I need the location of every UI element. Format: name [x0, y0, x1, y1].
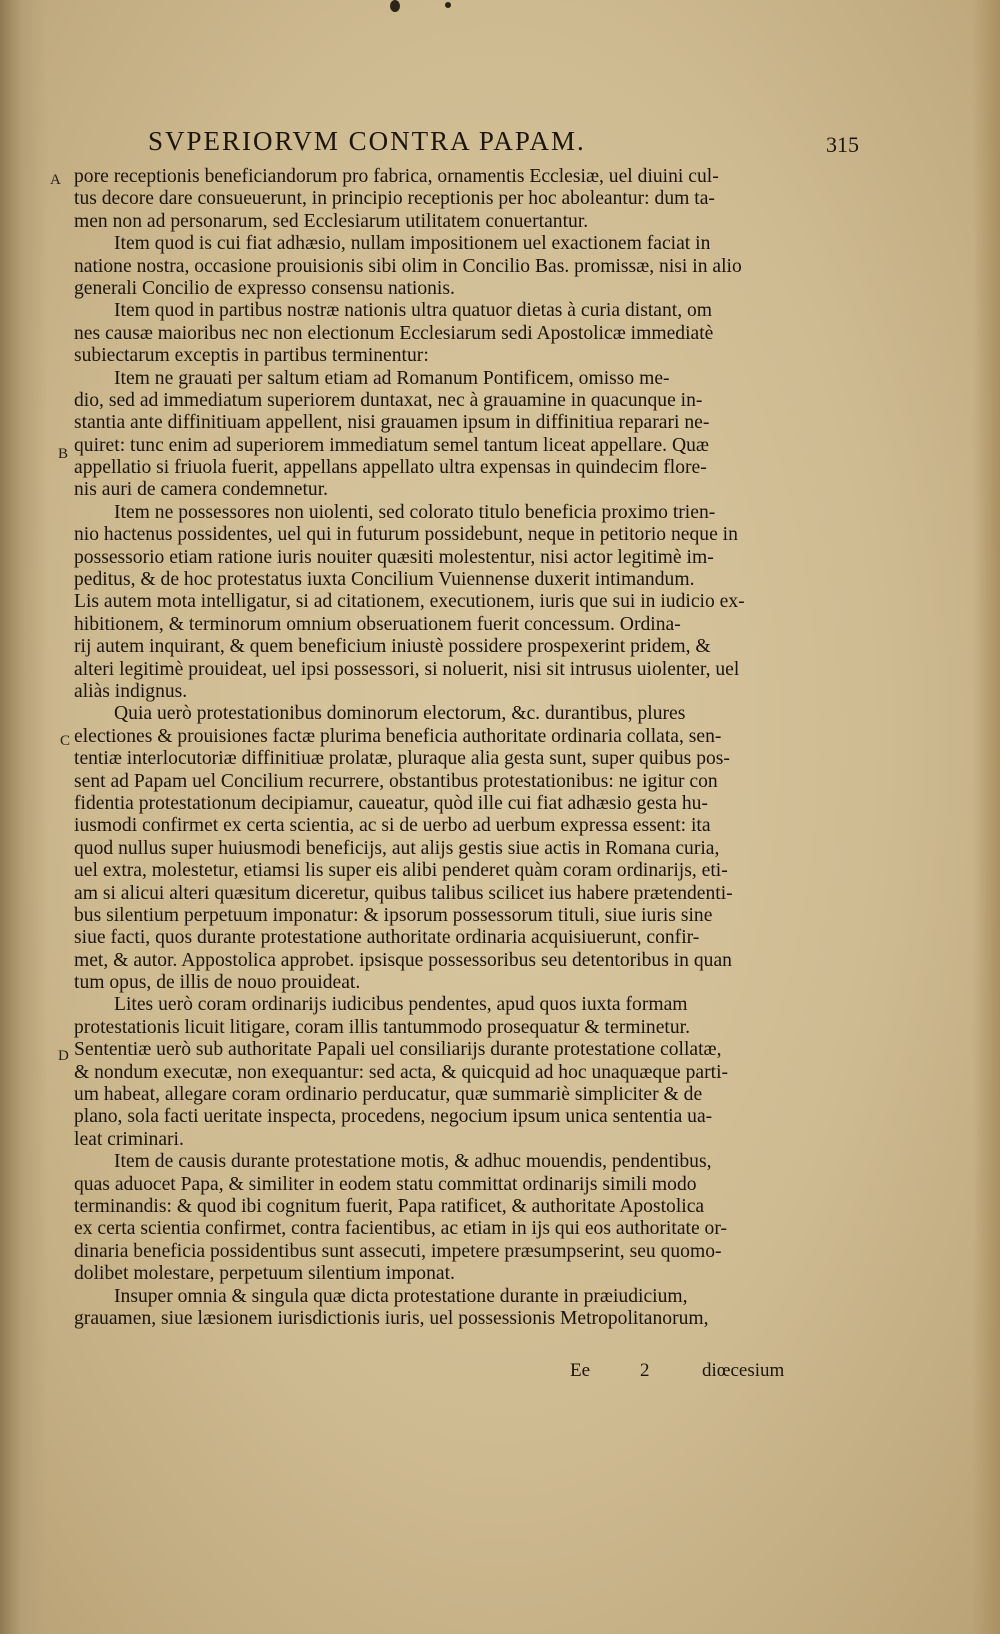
text-line: quiret: tunc enim ad superiorem immediatum semel tantum liceat appellare. Quæ: [74, 434, 709, 456]
text-line: met, & autor. Appostolica approbet. ipsisque possessoribus seu detentoribus in quan: [74, 949, 732, 971]
page-gutter: [0, 0, 48, 1634]
text-line: alteri legitimè prouideat, uel ipsi possessori, si noluerit, nisi sit intrusus uiolenter, uel: [74, 658, 740, 680]
text-line: sent ad Papam uel Concilium recurrere, obstantibus protestationibus: ne igitur con: [74, 770, 718, 792]
text-line: Item quod is cui fiat adhæsio, nullam impositionem uel exactionem faciat in: [114, 233, 711, 255]
text-line: men non ad personarum, sed Ecclesiarum utilitatem conuertantur.: [74, 210, 589, 232]
signature-mark: Ee: [570, 1360, 591, 1381]
text-line: hibitionem, & terminorum omnium obseruationem fuerit concessum. Ordina-: [74, 613, 681, 635]
text-line: ex certa scientia confirmet, contra facientibus, ac etiam in ijs qui eos authoritate or-: [74, 1218, 728, 1240]
page-edge: [972, 0, 1000, 1634]
text-line: um habeat, allegare coram ordinario perducatur, quæ summariè simpliciter & de: [74, 1084, 703, 1106]
text-line: dinaria beneficia possidentibus sunt assecuti, impetere præsumpserint, seu quomo-: [74, 1240, 722, 1262]
text-line: aliàs indignus.: [74, 680, 188, 702]
text-line: Item quod in partibus nostræ nationis ultra quatuor dietas à curia distant, om: [114, 300, 713, 322]
text-line: Quia uerò protestationibus dominorum electorum, &c. durantibus, plures: [114, 703, 686, 725]
text-line: am si alicui alteri quæsitum diceretur, quibus talibus scilicet ius habere prætendenti-: [74, 882, 733, 904]
margin-letter-d: D: [58, 1048, 69, 1064]
text-line: Lis autem mota intelligatur, si ad citationem, executionem, iuris que sui in iudicio ex-: [74, 591, 745, 613]
text-line: dolibet molestare, perpetuum silentium imponat.: [74, 1263, 455, 1285]
text-line: appellatio si friuola fuerit, appellans appellato ultra expensas in quindecim flore-: [74, 457, 707, 479]
text-line: terminandis: & quod ibi cognitum fuerit, Papa ratificet, & authoritate Apostolica: [74, 1195, 705, 1217]
text-line: siue facti, quos durante protestatione authoritate ordinaria acquisiuerunt, confir-: [74, 927, 700, 949]
text-line: protestationis licuit litigare, coram illis tantummodo prosequatur & terminetur.: [74, 1016, 690, 1038]
text-line: tus decore dare consueuerunt, in principio receptionis per hoc aboleantur: dum ta-: [74, 188, 715, 210]
text-line: Item ne grauati per saltum etiam ad Romanum Pontificem, omisso me-: [114, 367, 670, 389]
text-line: grauamen, siue læsionem iurisdictionis iuris, uel possessionis Metropolitanorum,: [74, 1307, 709, 1329]
text-line: Item de causis durante protestatione motis, & adhuc mouendis, pendentibus,: [114, 1151, 712, 1173]
text-line: fidentia protestationum decipiamur, caueatur, quòd ille cui fiat adhæsio gesta hu-: [74, 792, 708, 814]
text-line: peditus, & de hoc protestatus iuxta Concilium Vuiennense duxerit intimandum.: [74, 569, 695, 591]
running-head: SVPERIORVM CONTRA PAPAM.: [148, 126, 586, 156]
text-line: Lites uerò coram ordinarijs iudicibus pendentes, apud quos iuxta formam: [114, 994, 688, 1016]
text-line: Item ne possessores non uiolenti, sed colorato titulo beneficia proximo trien-: [114, 501, 716, 523]
ink-blot: [445, 2, 451, 8]
margin-letter-a: A: [50, 172, 61, 188]
text-line: natione nostra, occasione prouisionis sibi olim in Concilio Bas. promissæ, nisi in alio: [74, 255, 742, 277]
text-line: pore receptionis beneficiandorum pro fabrica, ornamentis Ecclesiæ, uel diuini cul-: [74, 166, 719, 187]
text-line: bus silentium perpetuum imponatur: & ipsorum possessorum tituli, siue iuris sine: [74, 904, 713, 926]
text-line: leat criminari.: [74, 1128, 184, 1150]
page-number: 315: [826, 132, 859, 157]
text-line: quas aduocet Papa, & similiter in eodem statu committat ordinarijs simili modo: [74, 1173, 697, 1195]
text-line: Insuper omnia & singula quæ dicta protestatione durante in præiudicium,: [114, 1285, 688, 1307]
signature-number: 2: [640, 1360, 650, 1381]
catchword: diœcesium: [702, 1360, 785, 1381]
text-line: generali Concilio de expresso consensu nationis.: [74, 277, 455, 299]
text-line: uel extra, molestetur, etiamsi lis super eis alibi penderet quàm coram ordinarijs, eti-: [74, 860, 728, 882]
text-line: iusmodi confirmet ex certa scientia, ac si de uerbo ad uerbum expressa essent: ita: [74, 815, 711, 837]
text-line: tentiæ interlocutoriæ diffinitiuæ prolatæ, pluraque alia gesta sunt, super quibus pos-: [74, 748, 730, 770]
text-line: quod nullus super huiusmodi beneficijs, aut alijs gestis siue actis in Romana curia,: [74, 837, 720, 859]
text-line: possessorio etiam ratione iuris nouiter quæsiti molestentur, nisi actor legitimè im-: [74, 546, 714, 568]
text-line: tum opus, de illis de nouo prouideat.: [74, 972, 361, 994]
text-line: nio hactenus possidentes, uel qui in futurum possidebunt, neque in petitorio neque in: [74, 524, 738, 546]
text-line: & nondum executæ, non exequantur: sed acta, & quicquid ad hoc unaquæque parti-: [74, 1061, 729, 1083]
margin-letter-b: B: [58, 446, 69, 462]
body-text: [74, 166, 799, 1330]
text-line: Sententiæ uerò sub authoritate Papali uel consiliarijs durante protestatione collatæ,: [74, 1039, 722, 1061]
text-line: electiones & prouisiones factæ plurima beneficia authoritate ordinaria collata, sen-: [74, 725, 722, 747]
text-line: dio, sed ad immediatum superiorem duntaxat, nec à grauamine in quacunque in-: [74, 389, 703, 411]
text-line: subiectarum exceptis in partibus terminentur:: [74, 345, 429, 367]
text-line: rij autem inquirant, & quem beneficium iniustè possidere prospexerint pridem, &: [74, 636, 711, 658]
margin-letter-c: C: [60, 733, 71, 749]
text-line: stantia ante diffinitiuam appellent, nisi grauamen ipsum in diffinitiua reparari ne-: [74, 412, 710, 434]
text-line: nes causæ maioribus nec non electionum Ecclesiarum sedi Apostolicæ immediatè: [74, 322, 714, 344]
ink-blot: [390, 0, 400, 12]
text-line: plano, sola facti ueritate inspecta, procedens, negocium ipsum unica sententia ua-: [74, 1106, 713, 1128]
text-line: nis auri de camera condemnetur.: [74, 479, 329, 501]
